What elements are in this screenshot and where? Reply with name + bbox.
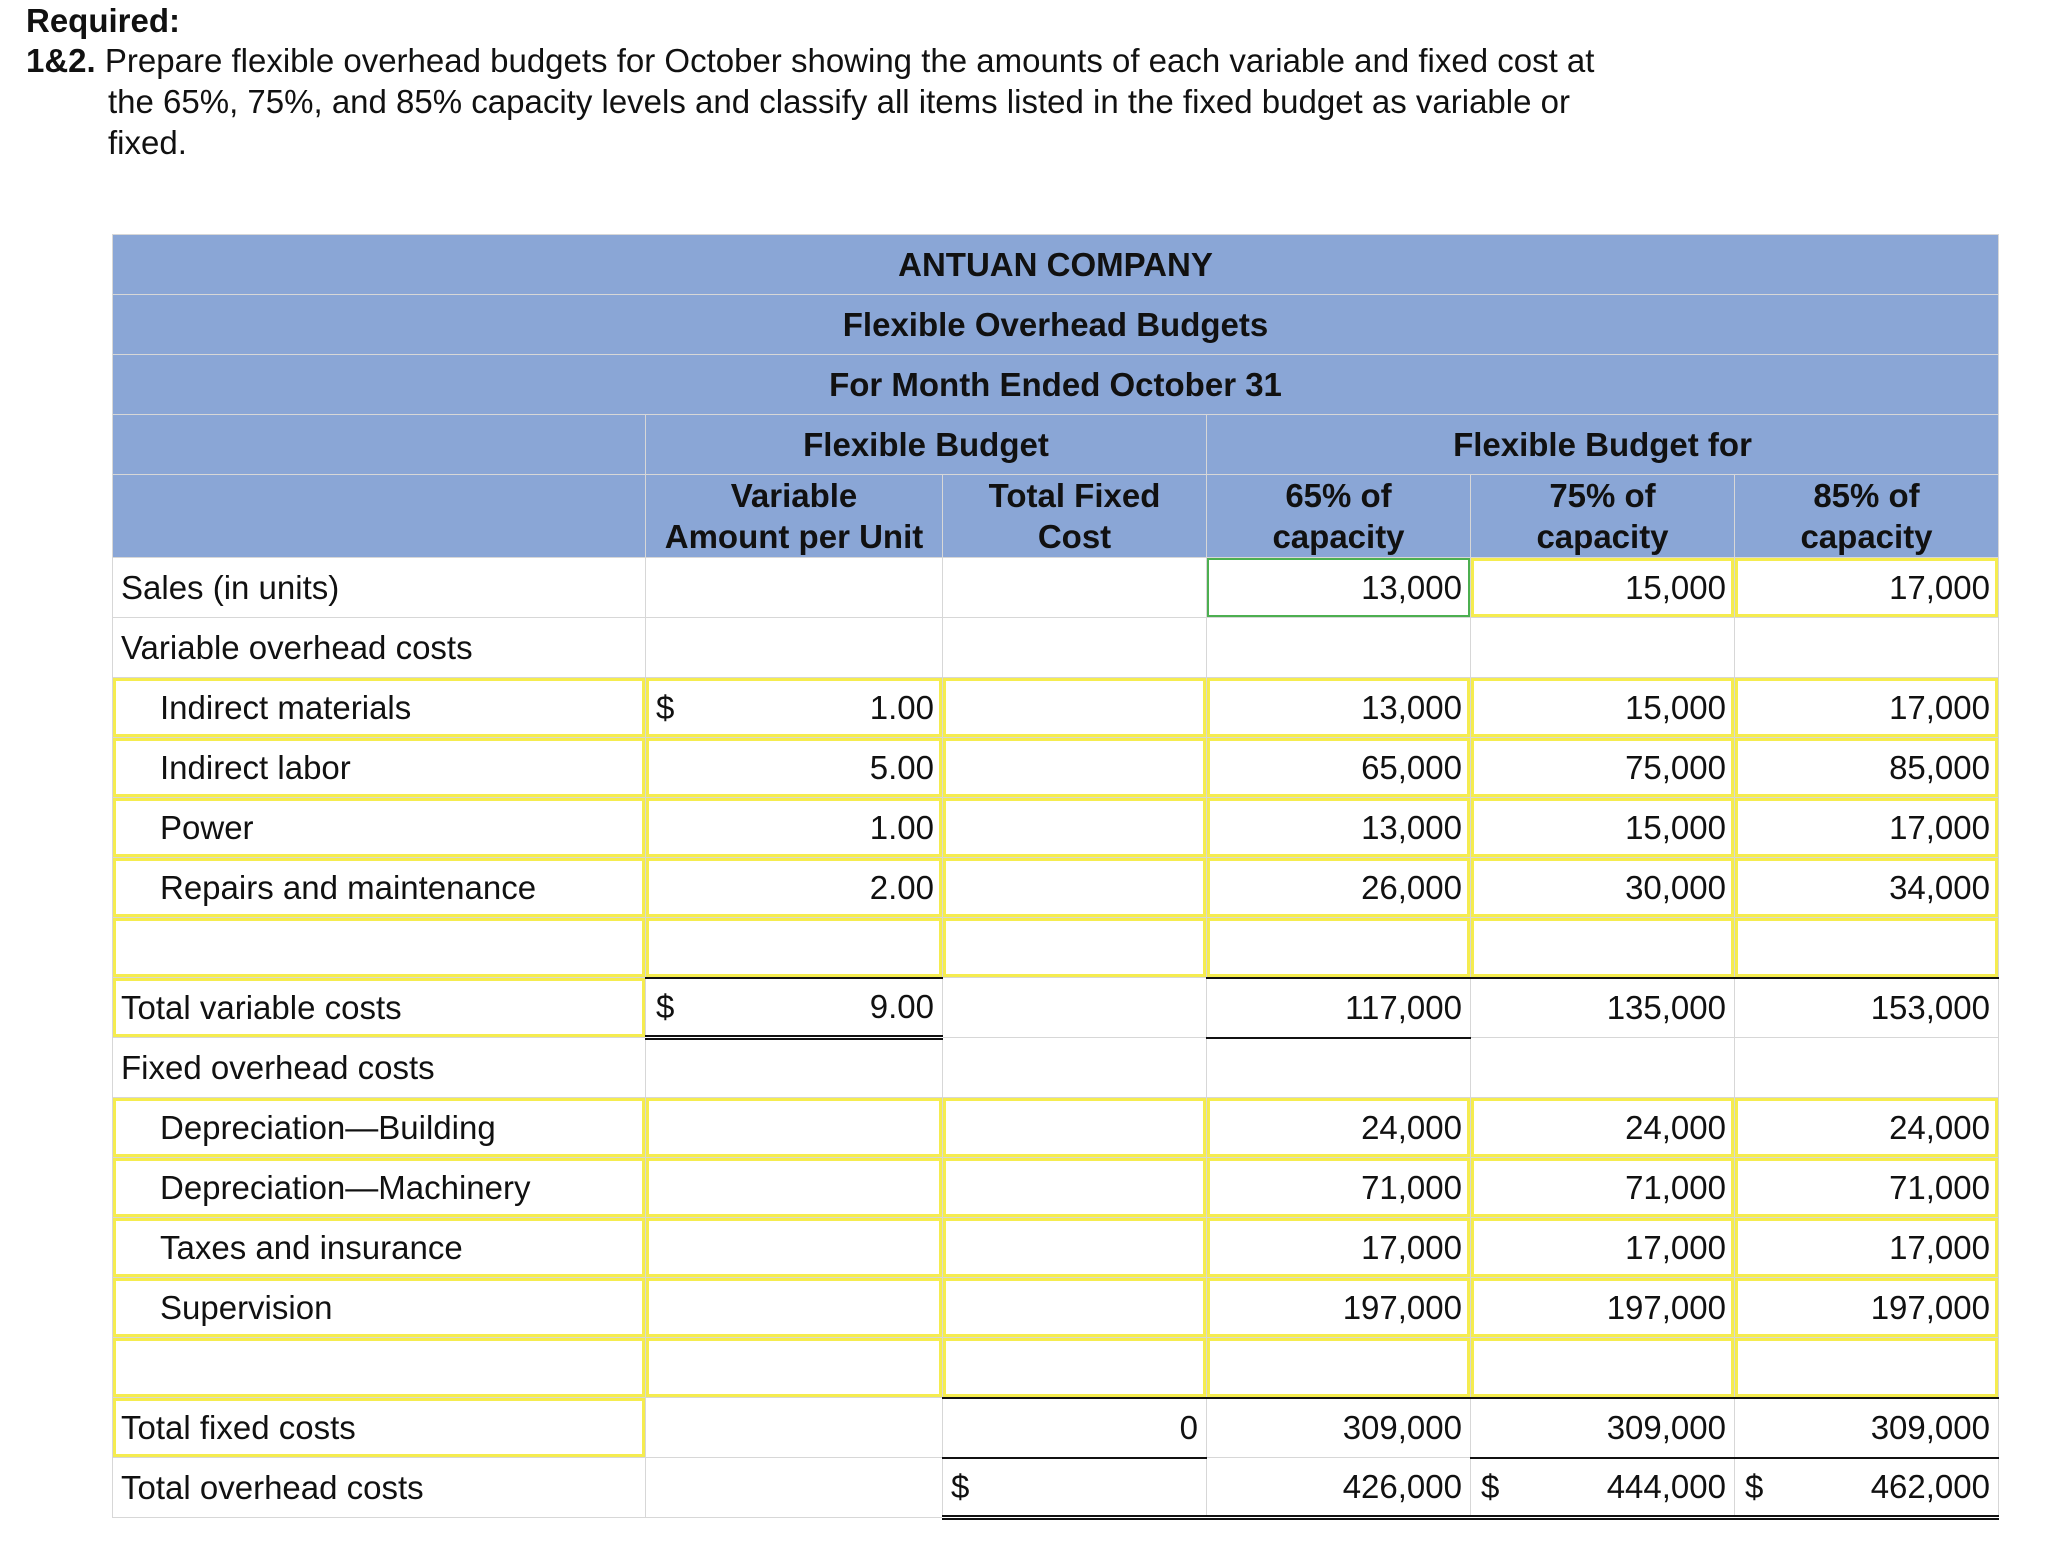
required-line-1: Prepare flexible overhead budgets for October showing the amounts of each variable and fixed cost at: [104, 42, 1595, 79]
fixed-blank-65-input[interactable]: [1207, 1338, 1471, 1398]
total-overhead-label: Total overhead costs: [113, 1458, 646, 1518]
col-65-line1: 65% of: [1285, 477, 1392, 514]
fixed-blank-fixed-input[interactable]: [943, 1338, 1207, 1398]
row-sales: [113, 558, 1999, 618]
col-85-line1: 85% of: [1813, 477, 1920, 514]
total-variable-var: [646, 978, 943, 1038]
total-fixed-var-cell: [646, 1398, 943, 1458]
total-variable-75: 135,000: [1471, 978, 1735, 1038]
dep-building-75[interactable]: 24,000: [1471, 1098, 1735, 1158]
row-indirect-labor: [113, 738, 1999, 798]
required-line-3: fixed.: [108, 124, 187, 161]
fixed-blank-label-input[interactable]: [113, 1338, 646, 1398]
power-65[interactable]: 13,000: [1207, 798, 1471, 858]
total-overhead-var-cell: [646, 1458, 943, 1518]
total-overhead-65: [1207, 1458, 1471, 1518]
total-variable-var-value: 9.00: [869, 987, 934, 1025]
flexible-budget-for-header: Flexible Budget for: [1207, 415, 1999, 475]
supervision-fixed-input[interactable]: [943, 1278, 1207, 1338]
col-fixed-line2: Cost: [1037, 518, 1112, 555]
variable-blank-65-input[interactable]: [1207, 918, 1471, 978]
supervision-label[interactable]: Supervision: [113, 1278, 646, 1338]
fixed-blank-75-input[interactable]: [1471, 1338, 1735, 1398]
col-85-line2: capacity: [1800, 518, 1933, 555]
row-power: [113, 798, 1999, 858]
company-name: ANTUAN COMPANY: [113, 235, 1999, 295]
dollar-sign: $: [656, 987, 675, 1025]
indirect-labor-85[interactable]: 85,000: [1735, 738, 1999, 798]
power-75[interactable]: 15,000: [1471, 798, 1735, 858]
row-variable-blank: [113, 918, 1999, 978]
dep-machinery-85[interactable]: 71,000: [1735, 1158, 1999, 1218]
row-taxes: [113, 1218, 1999, 1278]
sales-label: Sales (in units): [113, 558, 646, 618]
required-line-2: the 65%, 75%, and 85% capacity levels and classify all items listed in the fixed budget as variable or: [108, 83, 1570, 120]
required-instructions: [26, 40, 1686, 163]
repairs-75[interactable]: 30,000: [1471, 858, 1735, 918]
indirect-labor-65[interactable]: 65,000: [1207, 738, 1471, 798]
col-total-fixed: [943, 475, 1207, 558]
total-overhead-75-value: 444,000: [1606, 1467, 1726, 1505]
indirect-labor-75[interactable]: 75,000: [1471, 738, 1735, 798]
dep-building-label[interactable]: Depreciation—Building: [113, 1098, 646, 1158]
dep-machinery-label[interactable]: Depreciation—Machinery: [113, 1158, 646, 1218]
flexible-overhead-budget-table: [112, 234, 1999, 1520]
supervision-85[interactable]: 197,000: [1735, 1278, 1999, 1338]
total-fixed-75: 309,000: [1471, 1398, 1735, 1458]
dollar-sign: $: [1745, 1467, 1764, 1505]
indirect-materials-var: 1.00: [869, 688, 934, 726]
taxes-75[interactable]: 17,000: [1471, 1218, 1735, 1278]
total-fixed-label[interactable]: Total fixed costs: [113, 1398, 646, 1458]
required-heading: Required:: [26, 2, 181, 39]
report-title: Flexible Overhead Budgets: [113, 295, 1999, 355]
row-total-fixed: [113, 1398, 1999, 1458]
col-variable-line1: Variable: [730, 477, 858, 514]
col-75-line1: 75% of: [1549, 477, 1656, 514]
variable-overhead-heading: Variable overhead costs: [113, 618, 646, 678]
total-variable-65: 117,000: [1207, 978, 1471, 1038]
repairs-65[interactable]: 26,000: [1207, 858, 1471, 918]
col-75-line2: capacity: [1536, 518, 1669, 555]
total-variable-label[interactable]: Total variable costs: [113, 978, 646, 1038]
power-85[interactable]: 17,000: [1735, 798, 1999, 858]
row-variable-heading: [113, 618, 1999, 678]
dep-building-fixed-input[interactable]: [943, 1098, 1207, 1158]
indirect-labor-var[interactable]: 5.00: [646, 738, 943, 798]
sales-65-input[interactable]: 13,000: [1207, 558, 1471, 618]
power-var[interactable]: 1.00: [646, 798, 943, 858]
indirect-labor-fixed-input[interactable]: [943, 738, 1207, 798]
power-fixed-input[interactable]: [943, 798, 1207, 858]
total-variable-85: 153,000: [1735, 978, 1999, 1038]
sales-85-input[interactable]: 17,000: [1735, 558, 1999, 618]
dep-building-65[interactable]: 24,000: [1207, 1098, 1471, 1158]
variable-blank-label-input[interactable]: [113, 918, 646, 978]
sales-fixed-cell: [943, 558, 1207, 618]
total-fixed-fixed: 0: [943, 1398, 1207, 1458]
total-fixed-65: 309,000: [1207, 1398, 1471, 1458]
total-variable-fixed-cell: [943, 978, 1207, 1038]
indirect-materials-65[interactable]: 13,000: [1207, 678, 1471, 738]
dep-machinery-75[interactable]: 71,000: [1471, 1158, 1735, 1218]
col-65-capacity: [1207, 475, 1471, 558]
dep-building-85[interactable]: 24,000: [1735, 1098, 1999, 1158]
indirect-materials-label[interactable]: Indirect materials: [113, 678, 646, 738]
row-total-overhead: [113, 1458, 1999, 1518]
total-fixed-85: 309,000: [1735, 1398, 1999, 1458]
dep-machinery-65[interactable]: 71,000: [1207, 1158, 1471, 1218]
indirect-materials-85[interactable]: 17,000: [1735, 678, 1999, 738]
total-overhead-65-value: 426,000: [1342, 1467, 1462, 1505]
row-supervision: [113, 1278, 1999, 1338]
col-65-line2: capacity: [1272, 518, 1405, 555]
variable-blank-var-input[interactable]: [646, 918, 943, 978]
sales-75-input[interactable]: 15,000: [1471, 558, 1735, 618]
row-repairs: [113, 858, 1999, 918]
row-dep-building: [113, 1098, 1999, 1158]
repairs-85[interactable]: 34,000: [1735, 858, 1999, 918]
total-overhead-75: [1471, 1458, 1735, 1518]
supervision-65[interactable]: 197,000: [1207, 1278, 1471, 1338]
col-variable-line2: Amount per Unit: [664, 518, 924, 555]
dep-machinery-var-input[interactable]: [646, 1158, 943, 1218]
taxes-var-input[interactable]: [646, 1218, 943, 1278]
col-85-capacity: [1735, 475, 1999, 558]
row-dep-machinery: [113, 1158, 1999, 1218]
taxes-fixed-input[interactable]: [943, 1218, 1207, 1278]
dollar-sign: $: [951, 1467, 970, 1505]
col-variable-amount: [646, 475, 943, 558]
taxes-65[interactable]: 17,000: [1207, 1218, 1471, 1278]
required-number: 1&2.: [26, 42, 96, 79]
row-fixed-heading: [113, 1038, 1999, 1098]
taxes-label[interactable]: Taxes and insurance: [113, 1218, 646, 1278]
report-period: For Month Ended October 31: [113, 355, 1999, 415]
indirect-labor-label[interactable]: Indirect labor: [113, 738, 646, 798]
indirect-materials-fixed-input[interactable]: [943, 678, 1207, 738]
repairs-fixed-input[interactable]: [943, 858, 1207, 918]
fixed-overhead-heading: Fixed overhead costs: [113, 1038, 646, 1098]
dollar-sign: $: [1481, 1467, 1500, 1505]
repairs-label[interactable]: Repairs and maintenance: [113, 858, 646, 918]
repairs-var[interactable]: 2.00: [646, 858, 943, 918]
flexible-budget-header: Flexible Budget: [646, 415, 1207, 475]
variable-blank-75-input[interactable]: [1471, 918, 1735, 978]
fixed-blank-var-input[interactable]: [646, 1338, 943, 1398]
col-fixed-line1: Total Fixed: [988, 477, 1161, 514]
dollar-sign: $: [656, 688, 675, 726]
supervision-75[interactable]: 197,000: [1471, 1278, 1735, 1338]
header-blank-2: [113, 475, 646, 558]
total-overhead-fixed: [943, 1458, 1207, 1518]
indirect-materials-75[interactable]: 15,000: [1471, 678, 1735, 738]
dep-machinery-fixed-input[interactable]: [943, 1158, 1207, 1218]
sales-var-cell: [646, 558, 943, 618]
variable-blank-fixed-input[interactable]: [943, 918, 1207, 978]
supervision-var-input[interactable]: [646, 1278, 943, 1338]
col-75-capacity: [1471, 475, 1735, 558]
fixed-blank-85-input[interactable]: [1735, 1338, 1999, 1398]
total-overhead-85-value: 462,000: [1870, 1467, 1990, 1505]
row-indirect-materials: [113, 678, 1999, 738]
indirect-materials-var-input[interactable]: [646, 678, 943, 738]
total-overhead-85: [1735, 1458, 1999, 1518]
power-label[interactable]: Power: [113, 798, 646, 858]
row-fixed-blank: [113, 1338, 1999, 1398]
taxes-85[interactable]: 17,000: [1735, 1218, 1999, 1278]
variable-blank-85-input[interactable]: [1735, 918, 1999, 978]
header-blank: [113, 415, 646, 475]
dep-building-var-input[interactable]: [646, 1098, 943, 1158]
row-total-variable: [113, 978, 1999, 1038]
